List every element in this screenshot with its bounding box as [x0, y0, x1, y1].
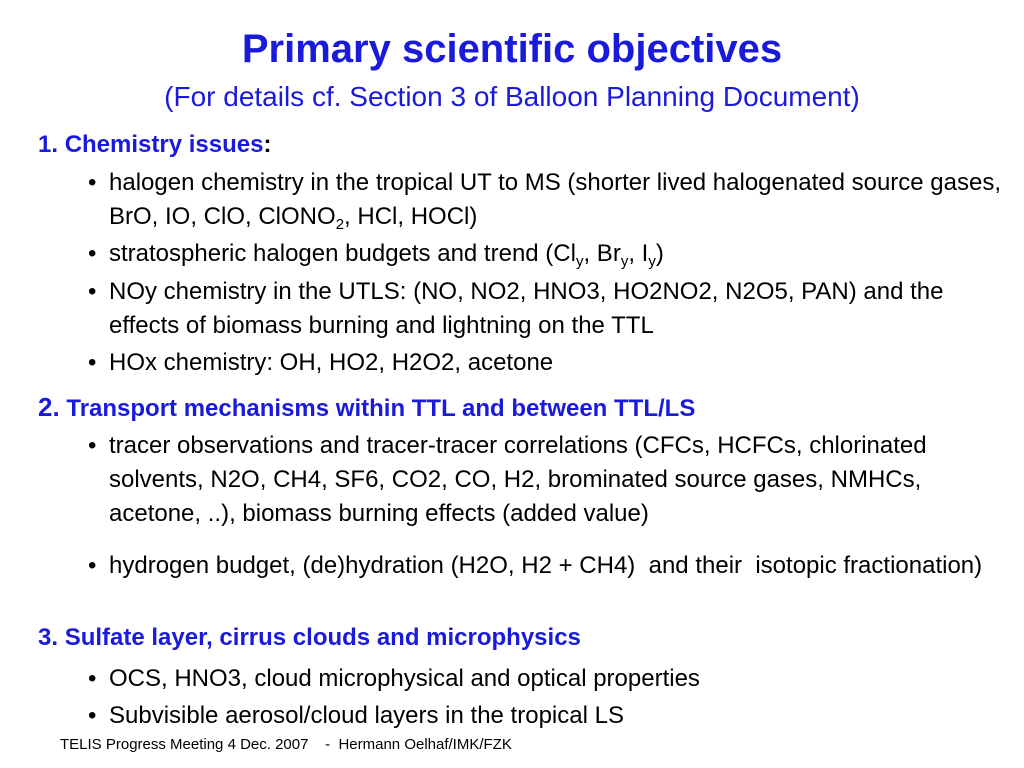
bullet-mark: • [88, 240, 97, 267]
bullet-text: hydrogen budget, (de)hydration (H2O, H2 + CH4) and their isotopic fractionation) [109, 552, 983, 579]
bullet-mark: • [88, 552, 97, 579]
slide-footer: TELIS Progress Meeting 4 Dec. 2007 - Hermann Oelhaf/IMK/FZK [60, 736, 512, 753]
section-title: Transport mechanisms within TTL and between TTL/LS [66, 395, 696, 422]
bullet-subvisible-aerosol [88, 699, 1018, 733]
bullet-text: NOy chemistry in the UTLS: (NO, NO2, HNO3, HO2NO2, N2O5, PAN) and the effects of biomass burning and lightning on the TTL [109, 278, 944, 339]
bullet-text: halogen chemistry in the tropical UT to MS (shorter lived halogenated source gases, BrO, IO, ClO, ClONO$_2$, HCl, HOCl) [109, 169, 1002, 233]
section-number: 3. [38, 624, 59, 651]
bullet-mark: • [88, 665, 97, 692]
bullet-halogen-budgets [88, 237, 1018, 271]
section-heading-transport [38, 392, 695, 424]
section-title: Chemistry issues [64, 131, 264, 158]
bullet-text: stratospheric halogen budgets and trend ($Cl_y$, $Br_y$, $I_y$) [109, 240, 664, 270]
bullet-mark: • [88, 349, 97, 376]
bullet-text: Subvisible aerosol/cloud layers in the tropical LS [109, 702, 624, 729]
bullet-text: HOx chemistry: OH, HO2, H2O2, acetone [109, 349, 554, 376]
bullet-hydrogen-budget [88, 547, 1018, 584]
section-number: 2. [38, 392, 60, 422]
bullet-tracer-observations [88, 429, 1018, 531]
bullet-noy-chemistry [88, 275, 1018, 343]
section-heading-chemistry [38, 130, 271, 160]
bullet-hox-chemistry [88, 346, 1018, 380]
bullet-mark: • [88, 702, 97, 729]
slide-title: Primary scientific objectives [241, 27, 783, 71]
bullet-mark: • [88, 278, 97, 305]
section-title: Sulfate layer, cirrus clouds and microphysics [64, 624, 581, 651]
bullet-text: OCS, HNO3, cloud microphysical and optical properties [109, 665, 700, 692]
bullet-mark: • [88, 169, 97, 196]
bullet-ocs-hno3 [88, 662, 1018, 696]
section-colon: : [263, 131, 272, 158]
bullet-text: tracer observations and tracer-tracer correlations (CFCs, HCFCs, chlorinated solvents, N2O, CH4, SF6, CO2, CO, H2, brominated source gases, NMHCs, acetone, ..), biomass burning effects (added value) [109, 432, 927, 527]
section-number: 1. [38, 131, 59, 158]
section-heading-sulfate [38, 623, 581, 653]
bullet-halogen-chemistry [88, 166, 1018, 234]
slide-subtitle: (For details cf. Section 3 of Balloon Planning Document) [164, 81, 860, 112]
bullet-mark: • [88, 432, 97, 459]
